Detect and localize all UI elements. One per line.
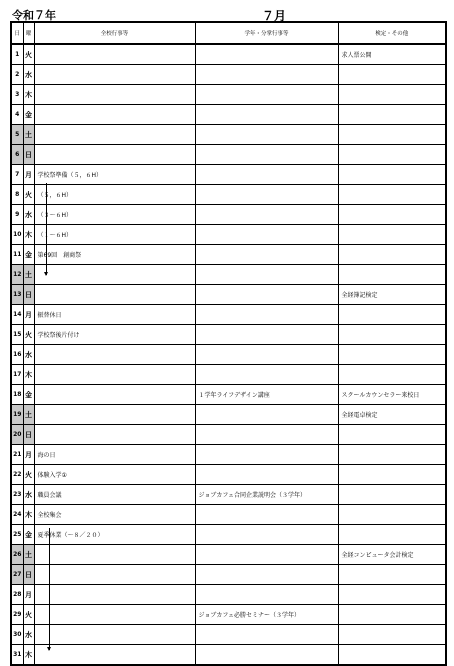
grade-event-cell [195,245,338,265]
table-row [11,645,446,666]
exam-cell [338,505,446,525]
day-cell: 28 [11,585,23,605]
weekday-cell: 水 [23,205,34,225]
weekday-cell: 金 [23,525,34,545]
grade-event-cell: ジョブカフェ合同企業説明会（３学年） [195,485,338,505]
exam-cell [338,425,446,445]
grade-event-cell [195,585,338,605]
table-row [11,325,446,345]
exam-cell [338,245,446,265]
grade-event-cell [195,185,338,205]
grade-event-cell [195,105,338,125]
day-cell: 13 [11,285,23,305]
grade-event-cell [195,325,338,345]
grade-event-cell [195,305,338,325]
school-event-cell: 職員会議 [34,485,195,505]
header-exams-other: 検定・その他 [338,22,446,44]
table-row [11,625,446,645]
weekday-cell: 水 [23,485,34,505]
table-row [11,545,446,565]
month-title: ７月 [262,9,287,23]
table-row [11,185,446,205]
grade-event-cell [195,405,338,425]
grade-event-cell [195,85,338,105]
table-row [11,405,446,425]
exam-cell [338,365,446,385]
exam-cell [338,85,446,105]
exam-cell [338,225,446,245]
exam-cell [338,485,446,505]
table-row [11,105,446,125]
table-row [11,485,446,505]
table-row [11,605,446,625]
exam-cell [338,585,446,605]
weekday-cell: 水 [23,345,34,365]
day-cell: 20 [11,425,23,445]
day-cell: 15 [11,325,23,345]
school-event-cell: 夏季休業（～８／２０） [34,525,195,545]
school-event-cell: 体験入学① [34,465,195,485]
weekday-cell: 日 [23,145,34,165]
exam-cell [338,265,446,285]
exam-cell [338,165,446,185]
header-school-events: 全校行事等 [34,22,195,44]
exam-cell: 全経コンピュータ会計検定 [338,545,446,565]
weekday-cell: 木 [23,225,34,245]
arrow-school-festival-prep [46,183,47,275]
school-event-cell: （５，６H） [34,185,195,205]
exam-cell: スクールカウンセラー来校日 [338,385,446,405]
day-cell: 26 [11,545,23,565]
table-row [11,365,446,385]
table-row [11,44,446,65]
weekday-cell: 土 [23,125,34,145]
exam-cell [338,525,446,545]
table-row [11,85,446,105]
grade-event-cell [195,565,338,585]
grade-event-cell [195,625,338,645]
exam-cell [338,125,446,145]
day-cell: 27 [11,565,23,585]
exam-cell [338,145,446,165]
school-event-cell [34,405,195,425]
weekday-cell: 金 [23,245,34,265]
school-event-cell: 振替休日 [34,305,195,325]
weekday-cell: 月 [23,585,34,605]
weekday-cell: 日 [23,285,34,305]
grade-event-cell [195,285,338,305]
table-row [11,265,446,285]
day-cell: 2 [11,65,23,85]
day-cell: 31 [11,645,23,666]
header-dow: 曜 [23,22,34,44]
weekday-cell: 木 [23,85,34,105]
exam-cell [338,325,446,345]
school-event-cell: （１～６H） [34,225,195,245]
header-row [11,22,446,44]
weekday-cell: 火 [23,325,34,345]
school-event-cell: 第69回 創商祭 [34,245,195,265]
table-row [11,385,446,405]
weekday-cell: 木 [23,645,34,666]
grade-event-cell [195,425,338,445]
weekday-cell: 火 [23,465,34,485]
weekday-cell: 火 [23,44,34,65]
exam-cell [338,445,446,465]
school-event-cell [34,285,195,305]
weekday-cell: 木 [23,505,34,525]
day-cell: 24 [11,505,23,525]
grade-event-cell [195,125,338,145]
grade-event-cell [195,525,338,545]
grade-event-cell [195,44,338,65]
day-cell: 29 [11,605,23,625]
school-event-cell [34,345,195,365]
school-event-cell: 海の日 [34,445,195,465]
weekday-cell: 土 [23,265,34,285]
school-event-cell: 学校祭準備（５，６H） [34,165,195,185]
weekday-cell: 土 [23,545,34,565]
day-cell: 1 [11,44,23,65]
school-event-cell [34,85,195,105]
exam-cell [338,185,446,205]
school-event-cell [34,145,195,165]
weekday-cell: 水 [23,625,34,645]
school-event-cell [34,365,195,385]
table-row [11,125,446,145]
school-event-cell [34,385,195,405]
day-cell: 6 [11,145,23,165]
weekday-cell: 金 [23,105,34,125]
table-row [11,245,446,265]
grade-event-cell [195,165,338,185]
weekday-cell: 金 [23,385,34,405]
grade-event-cell [195,365,338,385]
school-event-cell [34,125,195,145]
exam-cell [338,565,446,585]
grade-event-cell [195,545,338,565]
day-cell: 9 [11,205,23,225]
day-cell: 19 [11,405,23,425]
day-cell: 25 [11,525,23,545]
grade-event-cell [195,645,338,666]
exam-cell: 全経電卓検定 [338,405,446,425]
table-row [11,305,446,325]
school-event-cell [34,65,195,85]
school-event-cell: 全校集会 [34,505,195,525]
day-cell: 11 [11,245,23,265]
school-event-cell [34,265,195,285]
exam-cell [338,645,446,666]
grade-event-cell [195,265,338,285]
weekday-cell: 日 [23,565,34,585]
grade-event-cell: １学年ライフデザイン講座 [195,385,338,405]
day-cell: 5 [11,125,23,145]
grade-event-cell [195,505,338,525]
grade-event-cell [195,345,338,365]
exam-cell [338,305,446,325]
day-cell: 30 [11,625,23,645]
school-event-cell: （３～６H） [34,205,195,225]
weekday-cell: 水 [23,65,34,85]
table-row [11,425,446,445]
table-row [11,165,446,185]
exam-cell [338,105,446,125]
school-event-cell [34,585,195,605]
grade-event-cell [195,225,338,245]
day-cell: 8 [11,185,23,205]
table-row [11,205,446,225]
grade-event-cell [195,465,338,485]
weekday-cell: 月 [23,445,34,465]
table-row [11,145,446,165]
exam-cell [338,345,446,365]
table-row [11,65,446,85]
table-row [11,285,446,305]
table-row [11,445,446,465]
day-cell: 7 [11,165,23,185]
school-event-cell [34,425,195,445]
table-row [11,465,446,485]
school-event-cell: 学校祭後片付け [34,325,195,345]
weekday-cell: 日 [23,425,34,445]
school-event-cell [34,645,195,666]
school-event-cell [34,605,195,625]
day-cell: 16 [11,345,23,365]
exam-cell: 全経簿記検定 [338,285,446,305]
grade-event-cell: ジョブカフェ必勝セミナー（３学年） [195,605,338,625]
calendar-body [11,44,446,665]
grade-event-cell [195,205,338,225]
grade-event-cell [195,65,338,85]
weekday-cell: 月 [23,305,34,325]
school-event-cell [34,565,195,585]
day-cell: 23 [11,485,23,505]
weekday-cell: 火 [23,605,34,625]
weekday-cell: 木 [23,365,34,385]
exam-cell [338,465,446,485]
school-event-cell [34,545,195,565]
school-event-cell [34,625,195,645]
school-event-cell [34,44,195,65]
day-cell: 21 [11,445,23,465]
school-event-cell [34,105,195,125]
day-cell: 22 [11,465,23,485]
day-cell: 14 [11,305,23,325]
table-row [11,585,446,605]
day-cell: 17 [11,365,23,385]
weekday-cell: 月 [23,165,34,185]
exam-cell [338,605,446,625]
exam-cell [338,205,446,225]
exam-cell [338,65,446,85]
exam-cell [338,625,446,645]
era-label: 令和７年 [12,9,56,22]
header-grade-events: 学年・分掌行事等 [195,22,338,44]
arrow-summer-break [49,528,50,650]
table-row [11,345,446,365]
day-cell: 4 [11,105,23,125]
day-cell: 3 [11,85,23,105]
day-cell: 18 [11,385,23,405]
table-row [11,225,446,245]
day-cell: 12 [11,265,23,285]
table-row [11,505,446,525]
calendar-table [10,21,447,666]
day-cell: 10 [11,225,23,245]
table-row [11,525,446,545]
grade-event-cell [195,445,338,465]
table-row [11,565,446,585]
header-day: 日 [11,22,23,44]
grade-event-cell [195,145,338,165]
weekday-cell: 火 [23,185,34,205]
weekday-cell: 土 [23,405,34,425]
exam-cell: 求人票公開 [338,44,446,65]
